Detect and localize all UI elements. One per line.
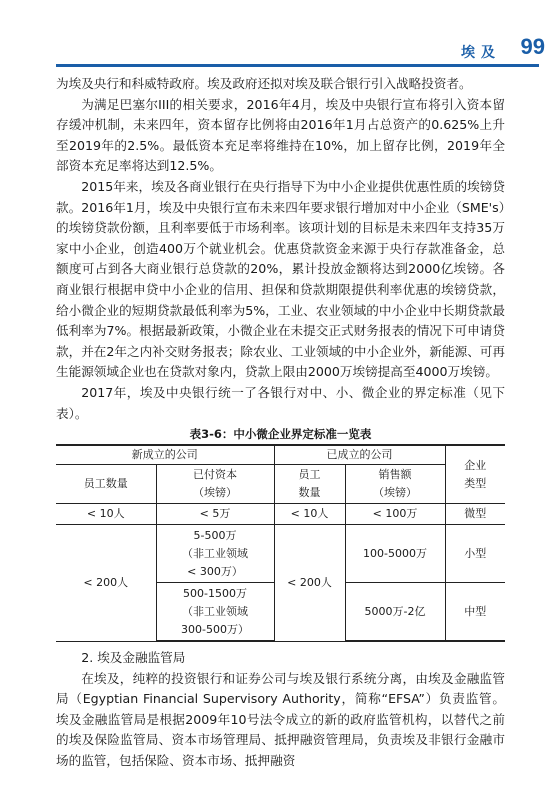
table-header-sales: 销售额 （埃镑） [345,465,445,504]
table-header-employees-new: 员工数量 [56,465,156,504]
table-cell: < 100万 [345,504,445,525]
table-cell: 100-5000万 [345,525,445,583]
table-cell: < 200人 [56,525,156,642]
section-heading: 2. 埃及金融监管局 [81,650,186,666]
table-header-company-type: 企业 类型 [445,445,505,504]
paragraph: 2015年来，埃及各商业银行在央行指导下为中小企业提供优惠性质的埃镑贷款。2016年1月，埃及中央银行宣布未来四年要求银行增加对中小企业（SME's）的埃镑贷款份额，且利率要低于市场利率。该项计划的目标是未来四年支持35万家中小企业，创造400万个就业机会。优惠贷款资金来源于央行存款准备金，总额度可占到各大商业银行总贷款的20%，累计投放金额将达到2000亿埃镑。各商业银行根据申贷中小企业的信用、担保和贷款期限提供利率优惠的埃镑贷款，给小微企业的短期贷款最低利率为5%，工业、农业领域的中小企业中长期贷款最低利率为7%。根据最新政策，小微企业在未提交正式财务报表的情况下可申请贷款，并在2年之内补交财务报表；除农业、工业领域的中小企业外，新能源、可再生能源领域企业也在贷款对象内，贷款上限由2000万埃镑提高至4000万埃镑。 [56,178,505,380]
table-cell: 5000万-2亿 [345,583,445,642]
paragraph: 为埃及央行和科威特政府。埃及政府还拟对埃及联合银行引入战略投资者。 [56,76,472,91]
table-cell: 微型 [445,504,505,525]
table-header-new-companies: 新成立的公司 [56,445,274,465]
paragraph: 在埃及，纯粹的投资银行和证券公司与埃及银行系统分离，由埃及金融监管局（Egyptian Financial Supervisory Authority，简称“EFSA”）负责监管。埃及金融监管局是根据2009年10号法令成立的新的政府监管机构，以替代之前的埃及保险监管局、资本市场管理局、抵押融资管理局，负责埃及非银行金融市场的监管，包括保险、资本市场、抵押融资 [56,670,505,769]
table-cell: < 200人 [274,525,345,642]
table-cell: 中型 [445,583,505,642]
header-rule [56,64,539,67]
table-header-existing-companies: 已成立的公司 [274,445,445,465]
table-header-paid-capital: 已付资本 （埃镑） [156,465,274,504]
table-cell: 500-1500万 （非工业领域 300-500万） [156,583,274,642]
paragraph: 为满足巴塞尔III的相关要求，2016年4月，埃及中央银行宣布将引入资本留存缓冲机制，未来四年，资本留存比例将由2016年1月占总资产的0.625%上升至2019年的2.5%。最低资本充足率将维持在10%，加上留存比例，2019年全部资本充足率将达到12.5%。 [56,96,505,174]
running-header-country: 埃及 [461,45,501,61]
paragraph: 2017年，埃及中央银行统一了各银行对中、小、微企业的界定标准（见下表）。 [56,384,505,421]
table-cell: 5-500万 （非工业领域 < 300万） [156,525,274,583]
table-cell: < 10人 [274,504,345,525]
table-cell: 小型 [445,525,505,583]
table-cell: < 10人 [56,504,156,525]
table-caption: 表3-6：中小微企业界定标准一览表 [189,427,372,442]
page-number: 99 [520,34,545,59]
page-content [56,74,505,772]
table-row [56,525,505,583]
table-header-employees-existing: 员工 数量 [274,465,345,504]
sme-definition-table [56,444,505,642]
table-row [56,504,505,525]
table-cell: < 5万 [156,504,274,525]
